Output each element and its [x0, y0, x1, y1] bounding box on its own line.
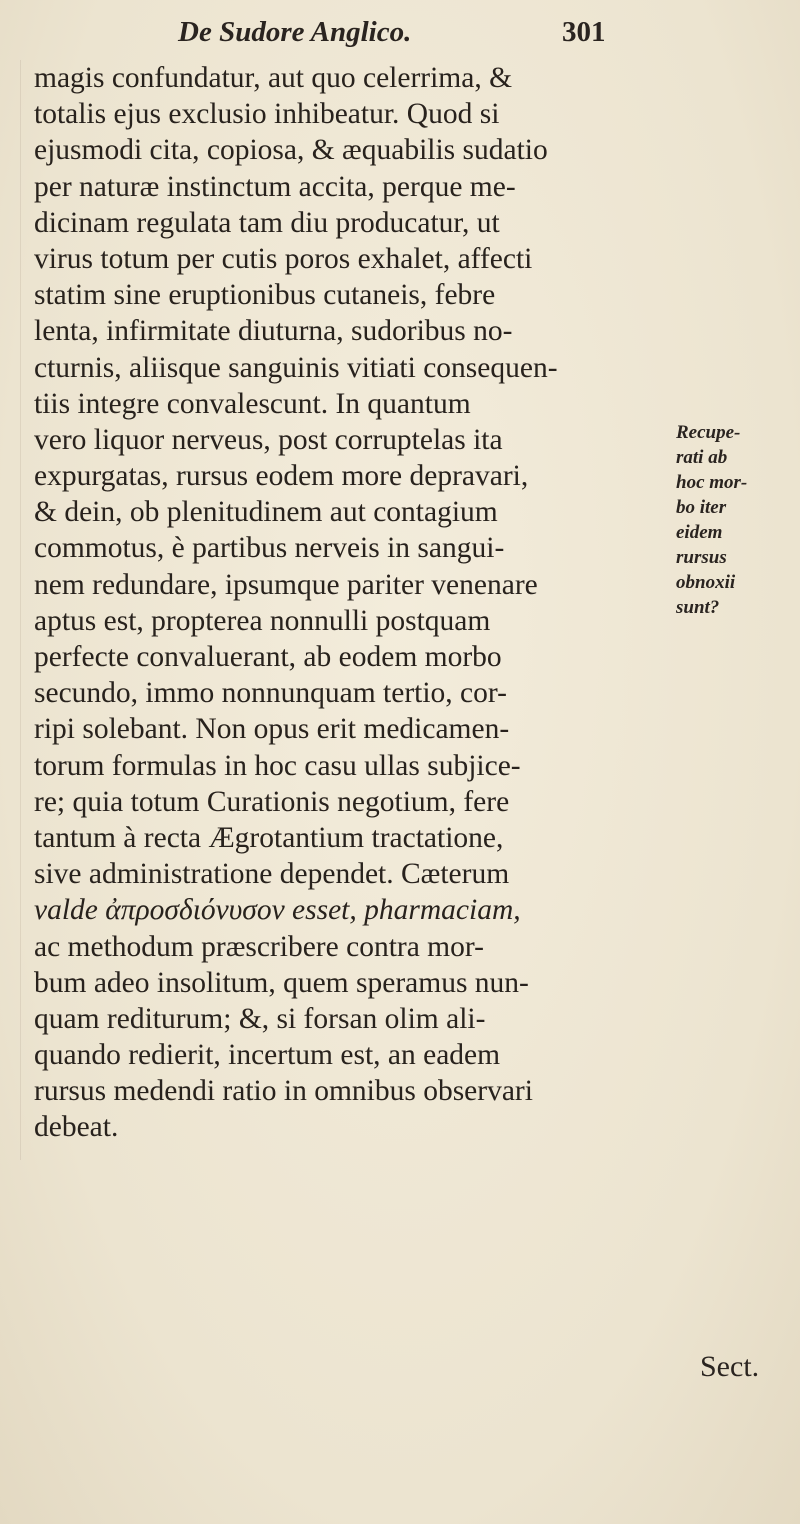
text-line: sive administratione dependet. Cæterum	[34, 858, 510, 891]
text-line: aptus est, propterea nonnulli postquam	[34, 604, 491, 637]
text-line: ejusmodi cita, copiosa, & æquabilis sudatio	[34, 134, 548, 167]
text-line: rursus medendi ratio in omnibus observari	[34, 1075, 533, 1108]
text-line: expurgatas, rursus eodem more depravari,	[34, 460, 529, 493]
text-line: per naturæ instinctum accita, perque me-	[34, 170, 516, 203]
marginal-note-line: Recupe-	[676, 422, 741, 443]
catchword: Sect.	[700, 1350, 760, 1383]
text-line: lenta, infirmitate diuturna, sudoribus no-	[34, 315, 513, 348]
marginal-note-line: sunt?	[676, 597, 720, 618]
text-line: perfecte convaluerant, ab eodem morbo	[34, 641, 502, 673]
marginal-note-line: obnoxii	[676, 572, 736, 593]
text-line: totalis ejus exclusio inhibeatur. Quod si	[34, 98, 500, 131]
marginal-note-line: bo iter	[676, 497, 727, 518]
text-line: virus totum per cutis poros exhalet, affecti	[34, 242, 533, 275]
page-shadow-line	[20, 60, 21, 1160]
text-line: ac methodum præscribere contra mor-	[34, 930, 484, 963]
text-line: nem redundare, ipsumque pariter venenare	[34, 568, 538, 601]
marginal-note-line: hoc mor-	[676, 472, 748, 493]
text-line: statim sine eruptionibus cutaneis, febre	[34, 279, 496, 312]
text-line: torum formulas in hoc casu ullas subjice-	[34, 749, 521, 782]
text-line: quando redierit, incertum est, an eadem	[34, 1039, 501, 1072]
text-line: tantum à recta Ægrotantium tractatione,	[34, 821, 504, 854]
text-line: commotus, è partibus nerveis in sangui-	[34, 532, 505, 565]
page-number: 301	[562, 16, 606, 48]
text-line: cturnis, aliisque sanguinis vitiati consequen-	[34, 351, 558, 384]
text-line: bum adeo insolitum, quem speramus nun-	[34, 966, 529, 999]
body-text	[34, 60, 674, 1146]
text-line: vero liquor nerveus, post corruptelas ita	[34, 423, 503, 456]
text-line: debeat.	[34, 1111, 119, 1144]
marginal-note-line: rati ab	[676, 447, 728, 468]
text-line: valde ἀπροσδιόνυσον esset, pharmaciam,	[34, 894, 521, 927]
marginal-note-line: rursus	[676, 547, 727, 568]
text-line: secundo, immo nonnunquam tertio, cor-	[34, 677, 507, 710]
text-line: dicinam regulata tam diu producatur, ut	[34, 206, 500, 239]
running-title: De Sudore Anglico.	[178, 16, 412, 48]
text-line: magis confundatur, aut quo celerrima, &	[34, 62, 513, 94]
text-line: ripi solebant. Non opus erit medicamen-	[34, 713, 510, 746]
text-line: & dein, ob plenitudinem aut contagium	[34, 496, 498, 529]
marginal-note	[676, 420, 796, 620]
text-line: tiis integre convalescunt. In quantum	[34, 387, 471, 420]
marginal-note-line: eidem	[676, 522, 723, 543]
text-line: re; quia totum Curationis negotium, fere	[34, 785, 510, 818]
text-line: quam rediturum; &, si forsan olim ali-	[34, 1002, 486, 1035]
running-head	[0, 14, 800, 54]
